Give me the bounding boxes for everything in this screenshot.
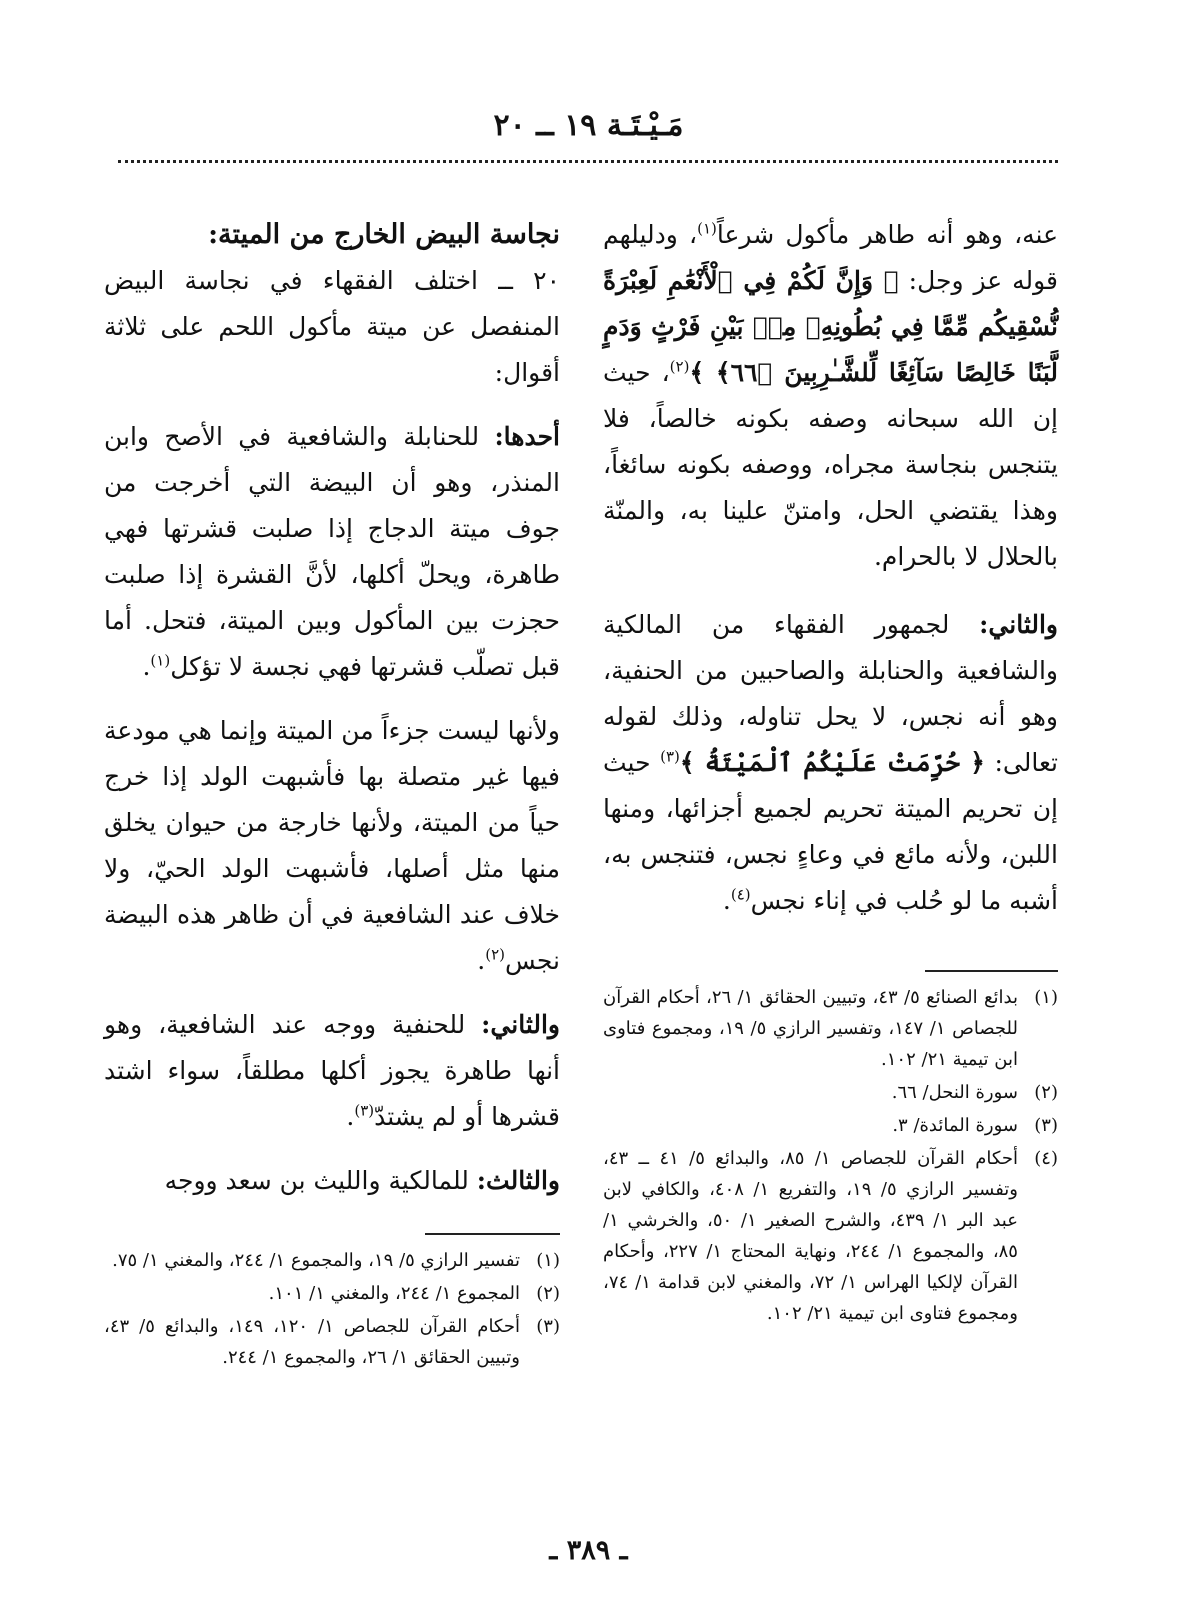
footnote-ref: (٢) [669,357,690,376]
left-para-4-text: للمالكية والليث بن سعد ووجه [164,1166,477,1195]
left-para-2 [104,708,560,984]
quran-verse: ﴿ حُرِّمَتْ عَلَيْكُمُ ٱلْمَيْتَةُ ﴾ [679,748,985,777]
footnote-separator [425,1233,560,1235]
footnote-separator [925,970,1058,972]
right-para-2-text1: لجمهور الفقهاء من المالكية والشافعية والحنابلة والصاحبين من الحنفية، وهو أنه نجس، لا يحل تناوله، وذلك لقوله تعالى: [603,610,1058,777]
paragraph-lead: والثالث: [476,1166,560,1195]
footnote [603,982,1058,1075]
left-para-2-text: ولأنها ليست جزءاً من الميتة وإنما هي مودعة فيها غير متصلة بها فأشبهت الولد إذا خرج حياً من الميتة، ولأنها خارجة من حيوان يخلق منها مثل أصلها، فأشبهت الولد الحيّ، ولا خلاف عند الشافعية في أن ظاهر هذه البيضة نجس [104,716,560,975]
footnote-text: سورة المائدة/ ٣. [892,1115,1018,1136]
footnote-text: المجموع ١/ ٢٤٤، والمغني ١/ ١٠١. [268,1283,520,1304]
footnote-ref: (٢) [485,945,506,964]
footnote-text: بدائع الصنائع ٥/ ٤٣، وتبيين الحقائق ١/ ٢٦، أحكام القرآن للجصاص ١/ ١٤٧، وتفسير الرازي ٥/ ١٩، ومجموع فتاوى ابن تيمية ٢١/ ١٠٢. [603,987,1019,1070]
left-para-4 [104,1158,560,1204]
footnote [603,1110,1058,1141]
footnote [603,1077,1058,1108]
left-para-3-end: . [346,1102,355,1131]
right-para-2-text2: حيث إن تحريم الميتة تحريم لجميع أجزائها، ومنها اللبن، ولأنه مائع في وعاءٍ نجس، فتنجس به، أشبه ما لو حُلب في إناء نجس [603,748,1058,915]
right-para-1-line1: عنه، وهو أنه طاهر مأكول شرعاً [716,220,1058,249]
right-para-2 [603,602,1058,924]
right-para-1 [603,212,1058,580]
paragraph-lead: والثاني: [979,610,1058,639]
footnote-text: تفسير الرازي ٥/ ١٩، والمجموع ١/ ٢٤٤، والمغني ١/ ٧٥. [112,1250,520,1271]
left-para-1-end: . [142,652,151,681]
left-para-3-text: للحنفية ووجه عند الشافعية، وهو أنها طاهرة يجوز أكلها مطلقاً، سواء اشتد قشرها أو لم يشتدّ [104,1010,560,1131]
footnote-number: (١) [1034,987,1058,1008]
left-para-1 [104,414,560,690]
footnote-number: (٢) [536,1283,560,1304]
footnote-number: (٣) [1034,1115,1058,1136]
right-para-1-rest: ، حيث إن الله سبحانه وصفه بكونه خالصاً، فلا يتنجس بنجاسة مجراه، ووصفه بكونه سائغاً، وهذا يقتضي الحل، وامتنّ علينا به، والمنّة بالحلال لا بالحرام. [603,358,1058,571]
footnote-ref: (١) [150,651,171,670]
right-para-1-line1b: ، ودليلهم قوله عز وجل: [603,220,1059,295]
left-para-1-text: للحنابلة والشافعية في الأصح وابن المنذر، وهو أن البيضة التي أخرجت من جوف ميتة الدجاج إذا صلبت قشرتها فهي طاهرة، ويحلّ أكلها، لأنَّ القشرة إذا صلبت حجزت بين المأكول وبين الميتة، فتحل. أما قبل تصلّب قشرتها فهي نجسة لا تؤكل [104,422,560,681]
left-footnotes [104,1245,560,1375]
left-column [104,212,560,1222]
footnote-text: أحكام القرآن للجصاص ١/ ٨٥، والبدائع ٥/ ٤١ ــ ٤٣، وتفسير الرازي ٥/ ١٩، والتفريع ١/ ٤٠٨، والكافي لابن عبد البر ١/ ٤٣٩، والشرح الصغير ١/ ٥٠، والخرشي ١/ ٨٥، والمجموع ١/ ٢٤٤، ونهاية المحتاج ١/ ٢٢٧، وأحكام القرآن لإلكيا الهراس ١/ ٧٢، والمغني لابن قدامة ١/ ٧٤، ومجموع فتاوى ابن تيمية ٢١/ ١٠٢. [603,1148,1018,1324]
quran-verse: ﴿ وَإِنَّ لَكُمْ فِي ٱلْأَنْعَٰمِ لَعِبْرَةً نُّسْقِيكُم مِّمَّا فِي بُطُونِهِۦ مِنۢ بَيْنِ فَرْثٍ وَدَمٍ لَّبَنًا خَالِصًا سَآئِغًا لِّلشَّـٰرِبِينَ ﴿٦٦﴾ ﴾ [603,266,1058,387]
paragraph-lead: أحدها: [494,422,560,451]
footnote-text: أحكام القرآن للجصاص ١/ ١٢٠، ١٤٩، والبدائع ٥/ ٤٣، وتبيين الحقائق ١/ ٢٦، والمجموع ١/ ٢٤٤. [104,1316,521,1368]
footnote-ref: (٣) [354,1101,375,1120]
left-intro [104,258,560,396]
running-header: مَـيْـتَـة ١٩ ــ ٢٠ [493,108,684,143]
footnote-ref: (٤) [730,885,751,904]
footnote-number: (٤) [1034,1148,1058,1169]
footnote-number: (٣) [536,1316,560,1337]
footnote [104,1245,560,1276]
page-number: ـ ٣٨٩ ـ [549,1535,628,1566]
footnote-text: سورة النحل/ ٦٦. [891,1082,1018,1103]
footnote-ref: (٣) [660,747,680,766]
footnote-ref: (١) [697,219,717,238]
footnote [603,1143,1058,1329]
right-footnotes [603,982,1058,1331]
left-para-3 [104,1002,560,1140]
paragraph-lead: والثاني: [481,1010,560,1039]
footnote [104,1311,560,1373]
header-dotted-rule [118,160,1058,163]
left-para-2-end: . [477,946,486,975]
right-column [603,212,1058,942]
footnote [104,1278,560,1309]
right-para-2-end: . [722,886,731,915]
intro-text: ٢٠ ــ اختلف الفقهاء في نجاسة البيض المنفصل عن ميتة مأكول اللحم على ثلاثة أقوال: [104,266,560,387]
footnote-number: (١) [536,1250,560,1271]
section-heading: نجاسة البيض الخارج من الميتة: [208,219,560,250]
footnote-number: (٢) [1034,1082,1058,1103]
